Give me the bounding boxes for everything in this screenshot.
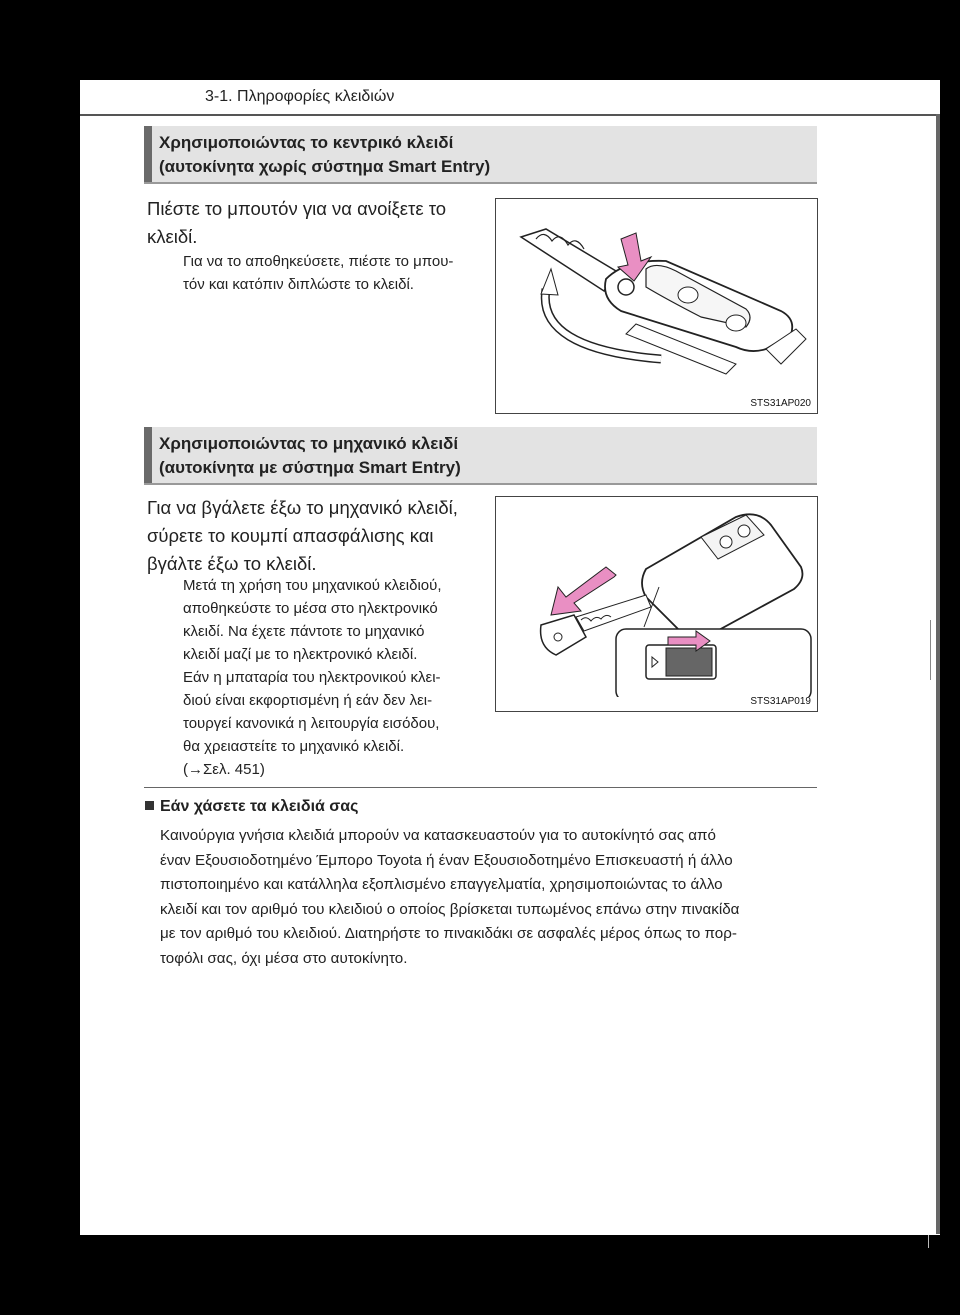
flip-key-illustration xyxy=(495,198,818,414)
section2-heading xyxy=(144,427,817,485)
manual-page xyxy=(80,80,940,1235)
note-line4: κλειδί και τον αριθμό του κλειδιού ο οποίος βρίσκεται τυπωμένος επάνω στην πινακίδα xyxy=(160,900,740,918)
lost-keys-body xyxy=(160,824,818,971)
smart-key-illustration xyxy=(495,496,818,712)
binder-mark xyxy=(930,620,940,680)
section2-main-line3: βγάλτε έξω το κλειδί. xyxy=(147,553,317,574)
section2-sub-line2: αποθηκεύστε το μέσα στο ηλεκτρονικό xyxy=(183,600,438,617)
note-line2: έναν Εξουσιοδοτημένο Έμπορο Toyota ή έναν Εξουσιοδοτημένο Επισκευαστή ή άλλο xyxy=(160,851,733,869)
section2-sub-line4: κλειδί μαζί με το ηλεκτρονικό κλειδί. xyxy=(183,646,418,663)
section1-heading-line1: Χρησιμοποιώντας το κεντρικό κλειδί xyxy=(159,133,454,152)
note-line1: Καινούργια γνήσια κλειδιά μπορούν να κατασκευαστούν για το αυτοκίνητό σας από xyxy=(160,827,716,844)
section2-main-line2: σύρετε το κουμπί απασφάλισης και xyxy=(147,525,434,546)
note-line5: με τον αριθμό του κλειδιού. Διατηρήστε το πινακιδάκι σε ασφαλές μέρος όπως το πορ- xyxy=(160,925,737,942)
section2-sub-line7: τουργεί κανονικά η λειτουργία εισόδου, xyxy=(183,715,440,732)
note-line3: πιστοποιημένο και κατάλληλα εξοπλισμένο επαγγελματία, χρησιμοποιώντας το άλλο xyxy=(160,876,723,893)
section1-main-line1: Πιέστε το μπουτόν για να ανοίξετε το xyxy=(147,198,447,219)
note-line6: τοφόλι σας, όχι μέσα στο αυτοκίνητο. xyxy=(160,949,408,967)
flip-key-drawing xyxy=(496,199,816,399)
section1-main-line2: κλειδί. xyxy=(147,226,198,247)
section1-sub-line2: τόν και κατόπιν διπλώστε το κλειδί. xyxy=(183,276,414,293)
section1-instruction xyxy=(147,195,479,251)
section1-sub-line1: Για να το αποθηκεύσετε, πιέστε το μπου- xyxy=(183,253,454,270)
section2-instruction xyxy=(147,494,479,578)
section2-sub-line6: διού είναι εκφορτισμένη ή εάν δεν λει- xyxy=(183,692,433,709)
section2-heading-line1: Χρησιμοποιώντας το μηχανικό κλειδί xyxy=(159,434,459,453)
section1-note xyxy=(183,250,481,296)
section2-sub-line5: Εάν η μπαταρία του ηλεκτρονικού κλει- xyxy=(183,669,441,686)
section2-sub-line1: Μετά τη χρήση του μηχανικού κλειδιού, xyxy=(183,577,442,594)
figure2-code: STS31AP019 xyxy=(750,696,811,707)
lost-keys-title xyxy=(145,798,358,816)
lost-keys-title-text: Εάν χάσετε τα κλειδιά σας xyxy=(160,798,359,815)
section2-heading-line2: (αυτοκίνητα με σύστημα Smart Entry) xyxy=(159,458,461,477)
section2-sub-line8: θα χρειαστείτε το μηχανικό κλειδί. xyxy=(183,738,405,755)
section1-heading-line2: (αυτοκίνητα χωρίς σύστημα Smart Entry) xyxy=(159,157,491,176)
section2-sub-line3: κλειδί. Να έχετε πάντοτε το μηχανικό xyxy=(183,623,425,640)
header-rule xyxy=(80,114,940,116)
figure1-code: STS31AP020 xyxy=(750,398,811,409)
section2-main-line1: Για να βγάλετε έξω το μηχανικό κλειδί, xyxy=(147,497,458,518)
section-header: 3-1. Πληροφορίες κλειδιών xyxy=(205,88,395,105)
smart-key-drawing xyxy=(496,497,816,697)
bullet-square-icon xyxy=(145,801,154,810)
section2-sub-line9: (→Σελ. 451) xyxy=(183,761,265,778)
section1-heading xyxy=(144,126,817,184)
section2-note xyxy=(183,574,481,781)
section-divider xyxy=(144,787,817,788)
